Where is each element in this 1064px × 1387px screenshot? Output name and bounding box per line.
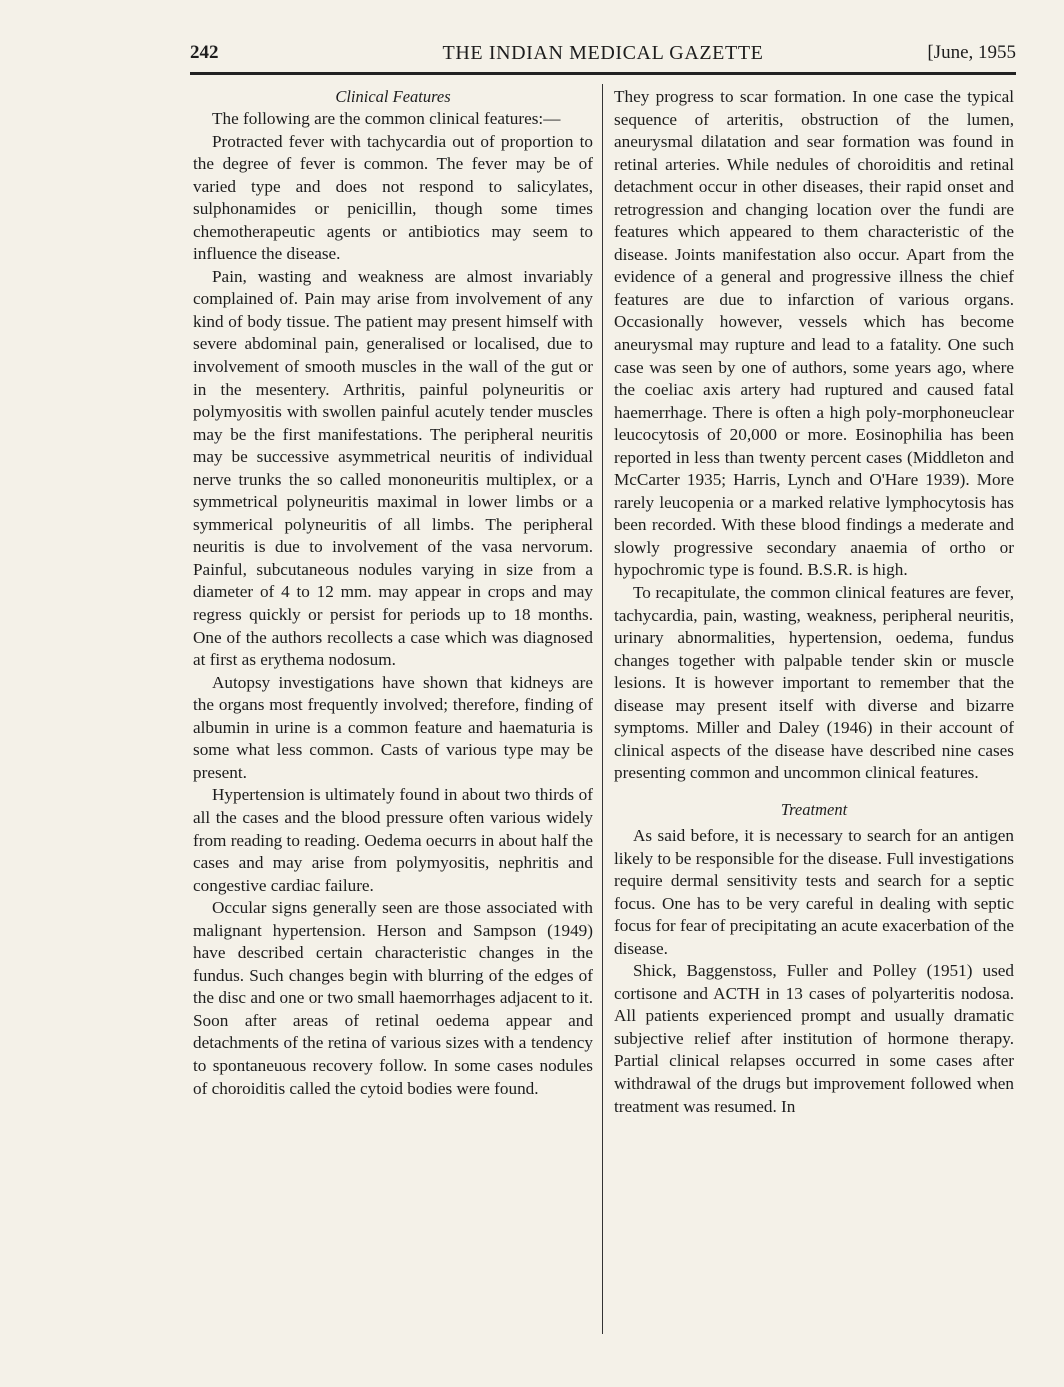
- journal-title: THE INDIAN MEDICAL GAZETTE: [442, 42, 764, 64]
- paragraph: Occular signs generally seen are those associated with malignant hypertension. Herson and Sampson (1949) have described certain characteristic changes in the fundus. Such changes begin with blurring of the edges of the disc and one or two small haemorrhages adjacent to it. Soon after areas of retinal oedema appear and detachments of the retina of various sizes with a tendency to spontaneuous recovery follow. In some cases nodules of choroiditis called the cytoid bodies were found.: [193, 898, 593, 1098]
- page-number: 242: [190, 42, 219, 63]
- paragraph-continued: They progress to scar formation. In one case the typical sequence of arteritis, obstruction of the lumen, aneurysmal dilatation and sear formation was found in retinal arteries. While nedules of choroiditis and retinal detachment occur in other diseases, their rapid onset and retrogression and changing location over the fundi are features which appeared to them characteristic of the disease. Joints manifestation also occur. Apart from the evidence of a general and progressive illness the chief features are due to infarction of various organs. Occasionally however, vessels which has become aneurysmal may rupture and lead to a fatality. One such case was seen by one of authors, some years ago, where the coeliac axis artery had ruptured and caused fatal haemerrhage. There is often a high poly-morphoneuclear leucocytosis of 20,000 or more. Eosinophilia has been reported in less than twenty percent cases (Middleton and McCarter 1935; Harris, Lynch and O'Hare 1939). More rarely leucopenia or a marked relative lymphocytosis has been recorded. With these blood findings a mederate and slowly progressive secondary anaemia of ortho or hypochromic type is found. B.S.R. is high.: [614, 87, 1014, 580]
- page-header: [190, 42, 1016, 72]
- paragraph: Pain, wasting and weakness are almost invariably complained of. Pain may arise from involvement of any kind of body tissue. The patient may present himself with severe abdominal pain, generalised or localised, due to involvement of smooth muscles in the wall of the gut or in the mesentery. Arthritis, painful polyneuritis or polymyositis with swollen painful acutely tender muscles may be the first manifestations. The peripheral neuritis may be successive asymmetrical neuritis of individual nerve trunks the so called mononeuritis multiplex, or a symmetrical polyneuritis maximal in lower limbs or a symmerical polyneuritis of all limbs. The peripheral neuritis is due to involvement of the vasa nervorum. Painful, subcutaneous nodules varying in size from a diameter of 4 to 12 mm. may appear in crops and may regress quickly or persist for periods up to 18 months. One of the authors recollects a case which was diagnosed at first as erythema nodosum.: [193, 266, 593, 670]
- paragraph: As said before, it is necessary to search for an antigen likely to be responsible for the disease. Full investigations require dermal sensitivity tests and search for a septic focus. One has to be very careful in dealing with septic focus for fear of precipitating an acute exacerbation of the disease.: [614, 825, 1014, 958]
- left-column: [193, 86, 593, 1100]
- section-heading-clinical-features: Clinical Features: [335, 87, 451, 106]
- header-rule: [190, 72, 1016, 75]
- right-column: [614, 86, 1014, 1118]
- column-divider: [602, 84, 603, 1334]
- paragraph: Hypertension is ultimately found in about two thirds of all the cases and the blood pressure often various widely from reading to reading. Oedema oecurrs in about half the cases and may arise from polymyositis, nephritis and congestive cardiac failure.: [193, 785, 593, 895]
- paragraph: Shick, Baggenstoss, Fuller and Polley (1951) used cortisone and ACTH in 13 cases of polyarteritis nodosa. All patients experienced prompt and usually dramatic subjective relief after institution of hormone therapy. Partial clinical relapses occurred in some cases after withdrawal of the drugs but improvement followed when treatment was resumed. In: [614, 961, 1014, 1116]
- issue-date: [June, 1955: [927, 42, 1016, 63]
- paragraph: The following are the common clinical features:—: [212, 109, 561, 128]
- paragraph: Autopsy investigations have shown that kidneys are the organs most frequently involved; therefore, finding of albumin in urine is a common feature and haematuria is some what less common. Casts of various type may be present.: [193, 672, 593, 782]
- section-heading-treatment: Treatment: [780, 799, 848, 819]
- paragraph: Protracted fever with tachycardia out of proportion to the degree of fever is common. The fever may be of varied type and does not respond to salicylates, sulphonamides or penicillin, though some times chemotherapeutic agents or antibiotics may seem to influence the disease.: [193, 131, 593, 264]
- paragraph: To recapitulate, the common clinical features are fever, tachycardia, pain, wasting, weakness, peripheral neuritis, urinary abnormalities, hypertension, oedema, fundus changes together with palpable tender skin or muscle lesions. It is however important to remember that the disease may present itself with diverse and bizarre symptoms. Miller and Daley (1946) in their account of clinical aspects of the disease have described nine cases presenting common and uncommon clinical features.: [614, 583, 1014, 783]
